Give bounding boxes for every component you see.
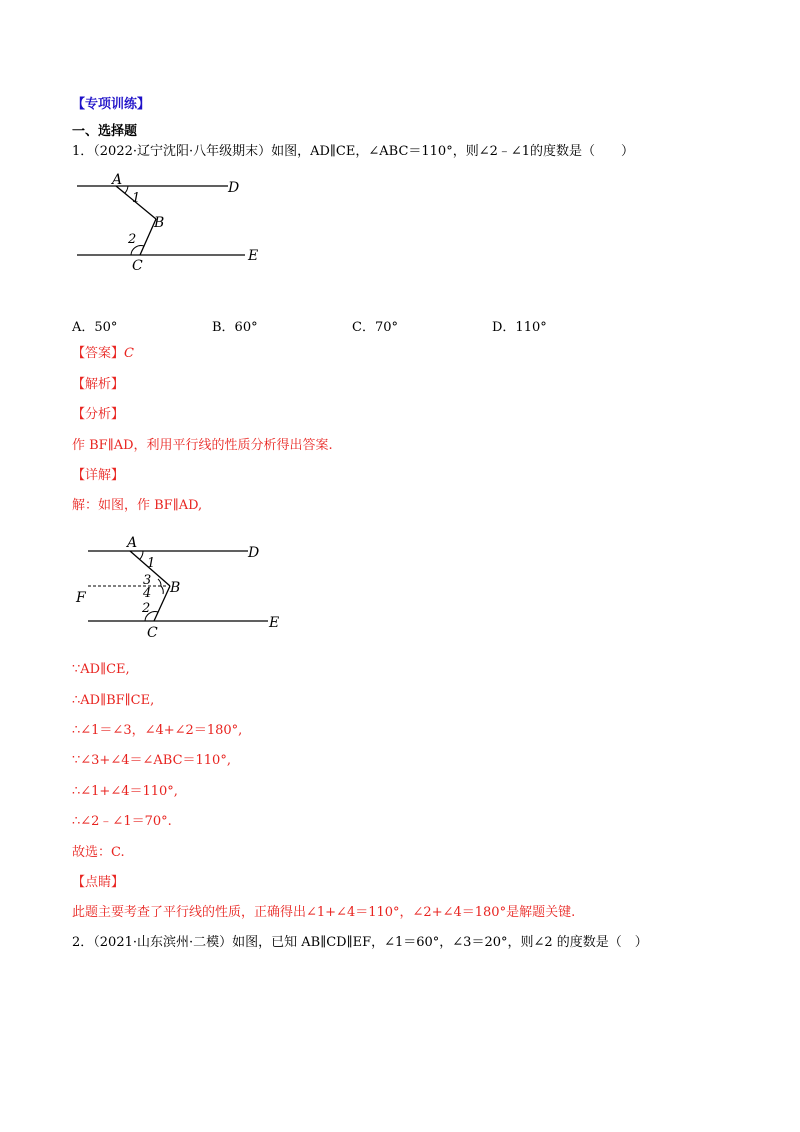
fig1-label-e: E <box>248 248 259 264</box>
answer-tag: 【答案】 <box>72 346 125 361</box>
solution-step: ∴∠1＝∠3，∠4+∠2＝180°, <box>72 723 243 738</box>
solution-figure <box>70 530 300 645</box>
solution-step: ∴AD∥BF∥CE, <box>72 693 155 708</box>
analysis-tag: 【解析】 <box>72 377 125 392</box>
part-title: 一、选择题 <box>72 124 138 139</box>
fenxi-tag: 【分析】 <box>72 407 125 422</box>
section-heading: 【专项训练】 <box>72 97 151 112</box>
option-a: A．50° <box>72 320 118 335</box>
question-1-stem: 1．（2022·辽宁沈阳·八年级期末）如图，AD∥CE，∠ABC＝110°，则∠2﹣∠1的度数是（ ） <box>72 144 635 159</box>
fig1-label-angle-2: 2 <box>128 232 137 247</box>
fig1-label-angle-1: 1 <box>132 191 141 206</box>
fig1-label-b: B <box>154 215 165 231</box>
fig2-label-angle-1: 1 <box>147 556 156 571</box>
solution-choice: 故选：C. <box>72 845 125 860</box>
fig2-label-angle-2: 2 <box>142 601 151 616</box>
fig2-label-a: A <box>127 535 138 551</box>
xiangjie-tag: 【详解】 <box>72 468 125 483</box>
fig2-label-angle-4: 4 <box>143 586 152 601</box>
dianjing-tag: 【点睛】 <box>72 875 125 890</box>
solution-step: ∴∠2﹣∠1＝70°. <box>72 814 172 829</box>
fig2-label-e: E <box>269 615 280 631</box>
fig1-label-a: A <box>112 172 123 188</box>
answer-value: C <box>124 346 134 361</box>
fenxi-text: 作 BF∥AD，利用平行线的性质分析得出答案. <box>72 438 333 453</box>
question-1-figure <box>70 168 270 278</box>
answer-line <box>72 345 134 363</box>
solution-step: ∴∠1+∠4＝110°, <box>72 784 178 799</box>
solution-intro: 解：如图，作 BF∥AD, <box>72 498 203 513</box>
fig2-label-b: B <box>170 580 181 596</box>
question-2-stem: 2．（2021·山东滨州·二模）如图，已知 AB∥CD∥EF，∠1＝60°，∠3＝20°，则∠2 的度数是（ ） <box>72 935 648 950</box>
option-b: B．60° <box>212 320 258 335</box>
fig1-label-c: C <box>132 258 143 274</box>
option-c: C．70° <box>352 320 398 335</box>
fig1-label-d: D <box>228 180 240 196</box>
dianjing-text: 此题主要考查了平行线的性质，正确得出∠1+∠4＝110°，∠2+∠4＝180°是解题关键. <box>72 905 576 920</box>
solution-step: ∵∠3+∠4＝∠ABC＝110°, <box>72 753 231 768</box>
fig2-label-c: C <box>147 625 158 641</box>
fig2-label-f: F <box>76 590 86 606</box>
option-d: D．110° <box>492 320 547 335</box>
fig2-label-angle-3: 3 <box>143 573 152 588</box>
solution-step: ∵AD∥CE, <box>72 662 130 677</box>
fig2-label-d: D <box>248 545 260 561</box>
